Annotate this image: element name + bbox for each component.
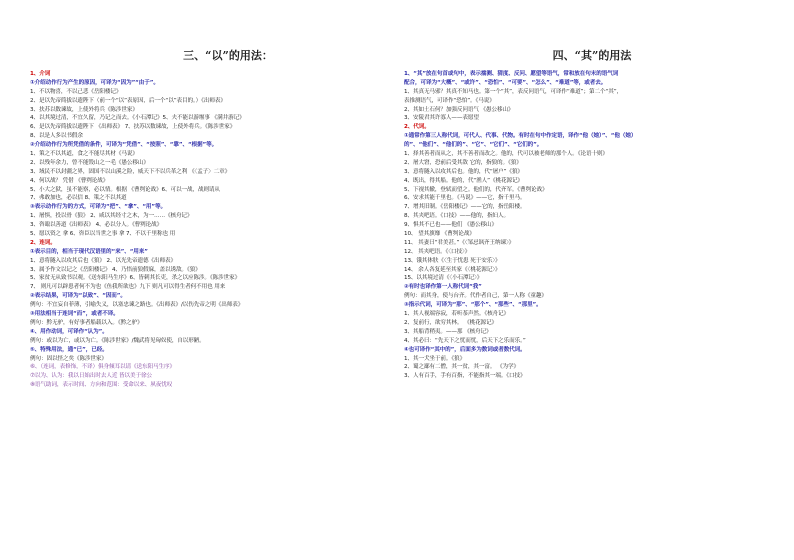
- left-text-line: ⑦以为、认为：我以日始出时去人近 皆以美于徐公: [30, 373, 152, 380]
- left-column: [30, 0, 386, 560]
- left-text-line: ①介绍动作行为产生的原因，可译为“因为”“由于”。: [30, 79, 159, 86]
- left-text-line: 2、连词。: [30, 239, 56, 246]
- left-text-line: 5、家贫无从致书以观。《送东阳马生序》6、皆刺其长吏，杀之以应陈涉。《陈涉世家》: [30, 275, 241, 282]
- left-text-line: 8、以是人多以书假余: [30, 133, 83, 140]
- left-text-line: 2、是以先帝简拔以遗陛下（前一个“以”表原因，后一个“以”表目的。）《出师表》: [30, 97, 226, 104]
- left-text-line: 例句：或以为亡，或以为亡。《陈涉世家》/魏武将见匈奴使，自以形陋。: [30, 337, 205, 344]
- left-text-line: 5、小大之狱，虽不能察，必以情。根据 《曹刿论战》6、可以一战，战则请从: [30, 186, 220, 193]
- right-text-line: 9、惧其不已也——他们 《愚公移山》: [404, 222, 498, 229]
- left-text-line: 4、何以战？ 凭借 《曹刿论战》: [30, 177, 109, 184]
- left-text-line: 3、属予作文以记之《岳阳楼记》 4、乃悟前狼假寐，盖以诱敌。《狼》: [30, 266, 201, 273]
- left-text-line: ⑥、（连词，表修饰，不译）俱身倾耳以请《送东阳马生序》: [30, 364, 175, 371]
- left-text-line: 1、屠惧，投以骨《狼》 2、咸以其经寸之木，为一……《核舟记》: [30, 213, 193, 220]
- left-text-line: 5、愿以资之 拿 6、咨臣以当世之事 拿 7、不以千里称也 用: [30, 231, 176, 238]
- left-text-line: 2、以残年余力，曾不能毁山之一毛《愚公移山》: [30, 159, 149, 166]
- left-text-line: 6、是以先帝简拔以遗陛下 《出师表》 7、扶苏以数谏故，上使外将兵。《陈涉世家》: [30, 124, 236, 131]
- right-text-line: 12、 其夹吧语。《〈口技〉》: [404, 248, 471, 255]
- right-text-line: 3、其船背稍夷。——那 《核舟记》: [404, 328, 492, 335]
- left-text-line: ③用法相当于连词“而”，或者不译。: [30, 311, 119, 318]
- right-column-content: [404, 70, 760, 381]
- left-text-line: 1、不以物喜，不以己悲《岳阳楼记》: [30, 88, 122, 95]
- left-text-line: 7、 则凡可以辟患者何不为也《鱼我所欲也》九下 则凡可以得生者何不用也 用来: [30, 284, 226, 291]
- left-text-line: 例句：固以怪之矣《陈涉世家》: [30, 355, 107, 362]
- right-text-line: 4、既出，得其船。他的，代“渔人”《桃花源记》: [404, 177, 523, 184]
- left-text-line: 7、弗敢加也，必以信 8、策之不以其道: [30, 195, 127, 202]
- right-text-line: 13、饿其体肤《〈生于忧患 死于安乐〉》: [404, 257, 501, 264]
- right-text-line: 14、 余人各复延至其家《〈桃花源记〉》: [404, 266, 501, 273]
- right-column: [404, 0, 760, 560]
- left-text-line: 例句：不宜妄自菲薄，引喻失义，以塞忠谏之路也。《出师表》/以伤先帝之明《出师表》: [30, 302, 244, 309]
- left-text-line: 3、扶苏以数谏故，上使外将兵《陈涉世家》: [30, 106, 138, 113]
- left-text-line: 1、策之不以其道，食之不能尽其材《马说》: [30, 151, 138, 158]
- right-column-title: 四、“其”的用法: [552, 49, 632, 62]
- left-text-line: 例句：黔无驴，有好事者船载以入。《黔之驴》: [30, 319, 143, 326]
- right-text-line: 2、代词。: [404, 124, 430, 131]
- right-text-line: ③指示代词，可译为“那”、“那个”、“那些”、“那里”。: [404, 302, 542, 309]
- right-text-line: 7、增其旧制。《岳阳楼记》——它的，指岳阳楼。: [404, 204, 526, 211]
- right-text-line: 1、其人视端容寂，若听茶声然。《核舟记》: [404, 311, 510, 318]
- right-text-line: 15、以其境过清《〈小石潭记〉》: [404, 275, 483, 282]
- left-text-line: ⑧语气助词，表示时间、方向和范围：受命以来、夙夜忧叹: [30, 382, 173, 389]
- right-text-line: ②有时也译作第一人称代词“我”: [404, 284, 482, 291]
- right-text-line: 11、 其妻曰“君美甚。”《〈邹忌讽齐王纳谏〉》: [404, 239, 515, 246]
- right-text-line: 1、其一犬坐于前。《狼》: [404, 355, 466, 362]
- right-text-line: 表推测语气，可译作“恐怕”。《马说》: [404, 97, 495, 104]
- left-text-line: 4、以其境过清，不宜久留，乃记之而去。《小石潭记》5、夫不能以游堰事 《满井游记》: [30, 115, 245, 122]
- right-text-line: 2、屠大窘，恐前后受其敌 它的，指狼的。《狼》: [404, 159, 522, 166]
- left-text-line: 3、咨诹以善道《出师表》 4、必以分人。《曹刿论战》: [30, 222, 163, 229]
- left-text-line: 3、域民不以封疆之界，固国不以山溪之险，威天下不以兵革之利 《〈孟子〉二章》: [30, 168, 231, 175]
- left-text-line: ②表示结果，可译为“以致”、“因而”。: [30, 293, 126, 300]
- right-text-line: 2、其如土石何？加强反问语气 《愚公移山》: [404, 106, 514, 113]
- left-text-line: 1、意将隧入以攻其后也《狼》 2、以光先帝遗德《出师表》: [30, 257, 176, 264]
- right-text-line: 3、人有百手，手有百指，不能指其一端。《口技》: [404, 373, 526, 380]
- right-text-line: 1、择其善者而从之，其不善者而改之。他的，代可以被老师的那个人。《论语十则》: [404, 151, 608, 158]
- right-text-line: 配合，可译为“大概”、“或许”、“恐怕”、“可要”、“怎么”、“难道”等，或者去。: [404, 79, 607, 86]
- right-text-line: 例句：而其身，使与台齐。代作者自己，第一人称《童趣》: [404, 293, 547, 300]
- left-column-title: 三、“以”的用法：: [183, 49, 273, 62]
- right-text-line: 6、安求其能千里也。《马说》——它，指千里马。: [404, 195, 526, 202]
- left-text-line: ⑤、特殊用法，通“已”，已经。: [30, 346, 108, 353]
- right-text-line: 1、其真无马邪？其真不知马也。第一个“其”，表反问语气，可译作“难道”；第二个“其”，: [404, 88, 623, 95]
- left-text-line: ①表示目的，相当于现代汉语里的“来”、“用来”: [30, 248, 148, 255]
- right-text-line: 8、其夹吧语。《口技》——他的，指妇人。: [404, 213, 510, 220]
- right-text-line: 3、安陵君其许寡人——表愿望: [404, 115, 479, 122]
- right-text-line: 10、 望其旗靡 《曹刿论战》: [404, 231, 475, 238]
- left-column-content: [30, 70, 386, 390]
- right-text-line: 2、蜀之鄙有二僧，其一贫，其一富。 《为学》: [404, 364, 520, 371]
- left-text-line: 1、介词: [30, 71, 51, 77]
- left-text-line: ②介绍动作行为所凭借的条件，可译为“凭借”、“按照”、“靠”、“根据”等。: [30, 142, 218, 149]
- right-text-line: 5、下视其辙，登轼而望之。他们的，代齐军。《曹刿论战》: [404, 186, 548, 193]
- right-text-line: ①通常作第三人称代词，可代人、代事、代物。有时在句中作定语，译作“他（她）”、“他（她）: [404, 133, 637, 140]
- right-text-line: 2、复前行，欲穷其林。 《桃花源记》: [404, 319, 498, 326]
- right-text-line: ④也可译作“其中的”，后面多为数词或者数代词。: [404, 346, 526, 353]
- right-text-line: 1、“其”放在句首或句中，表示揣测、猜度、反问、愿望等语气，常和放在句末的语气词: [404, 71, 619, 77]
- right-text-line: 3、意将隧入以攻其后也。他的，代“屠户”《狼》: [404, 168, 523, 175]
- right-text-line: 的”、“他们”、“他们的”、“它”、“它们”、“它们的”。: [404, 142, 543, 149]
- left-text-line: ③表示动作行为的方式，可译为“把”、“拿”、“用”等。: [30, 204, 166, 211]
- right-text-line: 4、其必曰：“先天下之忧而忧，后天下之乐而乐。”: [404, 337, 526, 344]
- left-text-line: ④、用作动词，可译作“认为”。: [30, 328, 108, 335]
